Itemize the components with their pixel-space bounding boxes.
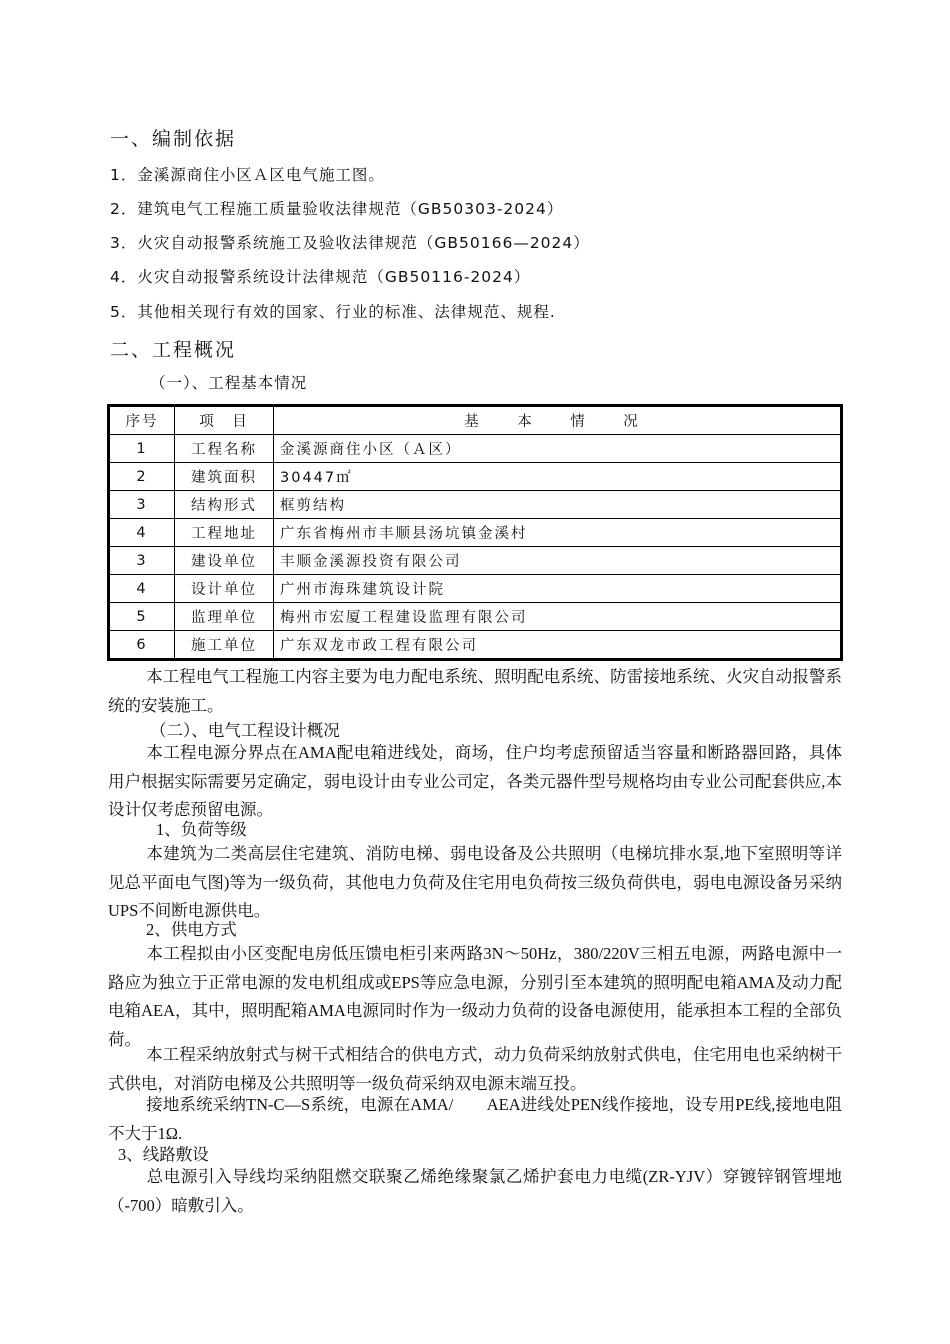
section2-title: 二、工程概况 xyxy=(110,339,237,361)
table-row xyxy=(109,435,842,463)
row-no: 3 xyxy=(109,491,175,519)
row-desc: 丰顺金溪源投资有限公司 xyxy=(274,547,842,575)
basis-item-2: 2．建筑电气工程施工质量验收法律规范（GB50303-2024） xyxy=(110,200,564,218)
row-desc: 广州市海珠建筑设计院 xyxy=(274,575,842,603)
subsection-basic-info: （一）、工程基本情况 xyxy=(150,374,308,392)
row-no: 2 xyxy=(109,463,175,491)
row-no: 4 xyxy=(109,575,175,603)
wiring-paragraph xyxy=(108,1163,842,1220)
row-item: 工程地址 xyxy=(175,519,274,547)
grounding-paragraph xyxy=(108,1091,842,1148)
power-boundary-text: 本工程电源分界点在AMA配电箱进线处，商场，住户均考虑预留适当容量和断路器回路，具体用户根据实际需要另定确定，弱电设计由专业公司定，各类元器件型号规格均由专业公司配套供应,本设计仅考虑预留电源。 xyxy=(108,743,842,819)
section1-title: 一、编制依据 xyxy=(110,128,237,150)
row-desc: 梅州市宏厦工程建设监理有限公司 xyxy=(274,603,842,631)
row-no: 3 xyxy=(109,547,175,575)
heading-wiring: 3、线路敷设 xyxy=(118,1145,209,1164)
project-info-table xyxy=(107,404,843,661)
basis-item-4: 4．火灾自动报警系统设计法律规范（GB50116-2024） xyxy=(110,268,531,286)
supply-text-2: 本工程采纳放射式与树干式相结合的供电方式，动力负荷采纳放射式供电，住宅用电也采纳树干式供电，对消防电梯及公共照明等一级负荷采纳双电源末端互投。 xyxy=(108,1045,842,1093)
load-text: 本建筑为二类高层住宅建筑、消防电梯、弱电设备及公共照明（电梯坑排水泵,地下室照明等详见总平面电气图)等为一级负荷，其他电力负荷及住宅用电负荷按三级负荷供电，弱电电源设备另采纳UPS不间断电源供电。 xyxy=(108,844,842,920)
row-item: 结构形式 xyxy=(175,491,274,519)
row-desc: 广东双龙市政工程有限公司 xyxy=(274,631,842,660)
basis-item-3: 3．火灾自动报警系统施工及验收法律规范（GB50166—2024） xyxy=(110,234,590,252)
supply-paragraph-1 xyxy=(108,940,842,1054)
row-desc: 30447㎡ xyxy=(274,463,842,491)
row-item: 工程名称 xyxy=(175,435,274,463)
table-header-row xyxy=(109,406,842,435)
load-paragraph xyxy=(108,840,842,926)
row-desc: 框剪结构 xyxy=(274,491,842,519)
table-row xyxy=(109,547,842,575)
power-boundary-paragraph xyxy=(108,739,842,825)
table-row xyxy=(109,575,842,603)
row-desc: 广东省梅州市丰顺县汤坑镇金溪村 xyxy=(274,519,842,547)
table-row xyxy=(109,603,842,631)
header-no: 序号 xyxy=(109,406,175,435)
row-no: 6 xyxy=(109,631,175,660)
row-item: 施工单位 xyxy=(175,631,274,660)
row-no: 4 xyxy=(109,519,175,547)
basis-item-5: 5．其他相关现行有效的国家、行业的标准、法律规范、规程. xyxy=(110,303,556,321)
table-row xyxy=(109,519,842,547)
row-item: 监理单位 xyxy=(175,603,274,631)
header-item: 项 目 xyxy=(175,406,274,435)
scope-paragraph xyxy=(108,663,842,720)
subsection-design-overview: （二）、电气工程设计概况 xyxy=(150,721,340,740)
supply-text-1: 本工程拟由小区变配电房低压馈电柜引来两路3N～50Hz，380/220V三相五电源，两路电源中一路应为独立于正常电源的发电机组成或EPS等应急电源，分别引至本建筑的照明配电箱AMA及动力配电箱AEA，其中，照明配箱AMA电源同时作为一级动力负荷的设备电源使用，能承担本工程的全部负荷。 xyxy=(108,944,842,1049)
heading-load-level: 1、负荷等级 xyxy=(156,820,247,839)
row-desc: 金溪源商住小区（Ａ区） xyxy=(274,435,842,463)
table-row xyxy=(109,631,842,660)
grounding-text: 接地系统采纳TN-C—S系统，电源在AMA/ AEA进线处PEN线作接地，设专用PE线,接地电阻不大于1Ω. xyxy=(108,1095,842,1143)
basis-item-1: 1．金溪源商住小区Ａ区电气施工图。 xyxy=(110,166,385,184)
row-item: 建筑面积 xyxy=(175,463,274,491)
scope-text: 本工程电气工程施工内容主要为电力配电系统、照明配电系统、防雷接地系统、火灾自动报警系统的安装施工。 xyxy=(108,667,842,715)
heading-supply-mode: 2、供电方式 xyxy=(146,920,237,939)
supply-paragraph-2 xyxy=(108,1041,842,1098)
wiring-text: 总电源引入导线均采纳阻燃交联聚乙烯绝缘聚氯乙烯护套电力电缆(ZR-YJV）穿镀锌钢管埋地（-700）暗敷引入。 xyxy=(108,1167,842,1215)
row-no: 5 xyxy=(109,603,175,631)
header-desc: 基 本 情 况 xyxy=(274,406,842,435)
row-no: 1 xyxy=(109,435,175,463)
row-item: 建设单位 xyxy=(175,547,274,575)
table-row xyxy=(109,491,842,519)
row-item: 设计单位 xyxy=(175,575,274,603)
table-row xyxy=(109,463,842,491)
